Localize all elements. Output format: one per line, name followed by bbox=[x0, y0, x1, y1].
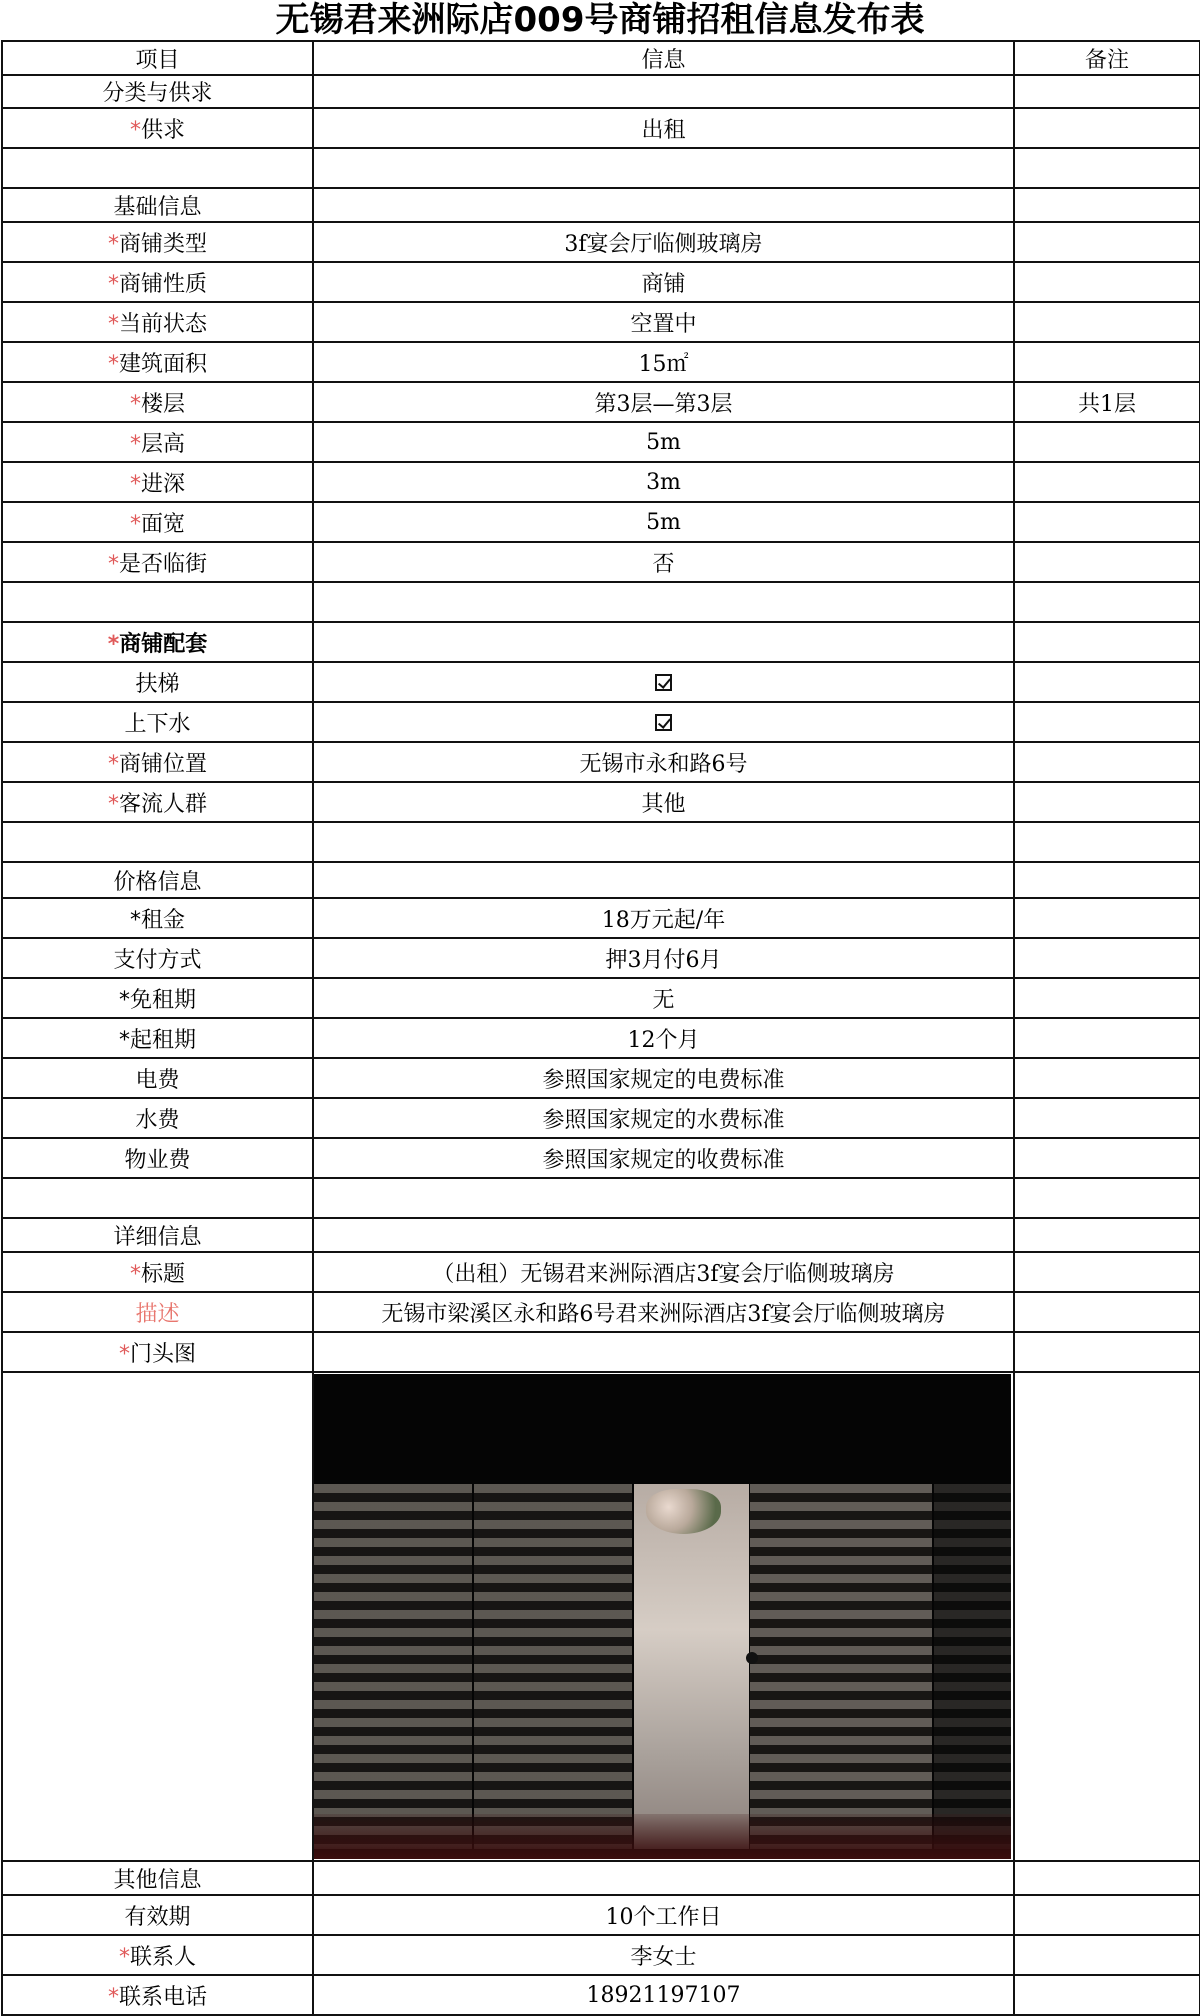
section-row-category bbox=[2, 75, 1200, 108]
payment-value: 押3月付6月 bbox=[313, 938, 1014, 978]
shop-nature-value: 商铺 bbox=[313, 262, 1014, 302]
storefront-photo bbox=[314, 1374, 1011, 1859]
area-label: *建筑面积 bbox=[2, 342, 313, 382]
water-label: 上下水 bbox=[2, 702, 313, 742]
window-blind bbox=[314, 1484, 472, 1849]
table-row bbox=[2, 742, 1200, 782]
section-row-facilities bbox=[2, 622, 1200, 662]
contact-value: 李女士 bbox=[313, 1935, 1014, 1975]
electricity-value: 参照国家规定的电费标准 bbox=[313, 1058, 1014, 1098]
table-row bbox=[2, 542, 1200, 582]
floor-note: 共1层 bbox=[1014, 382, 1200, 422]
customers-label: *客流人群 bbox=[2, 782, 313, 822]
table-row bbox=[2, 782, 1200, 822]
shop-type-value: 3f宴会厅临侧玻璃房 bbox=[313, 222, 1014, 262]
floor-value: 第3层—第3层 bbox=[313, 382, 1014, 422]
header-item: 项目 bbox=[2, 41, 313, 75]
table-header-row bbox=[2, 41, 1200, 75]
open-doorway bbox=[634, 1484, 749, 1849]
table-row bbox=[2, 1252, 1200, 1292]
listing-table bbox=[1, 40, 1200, 2016]
table-row bbox=[2, 382, 1200, 422]
water-fee-value: 参照国家规定的水费标准 bbox=[313, 1098, 1014, 1138]
table-row bbox=[2, 302, 1200, 342]
flower-decoration bbox=[646, 1489, 721, 1534]
property-fee-label: 物业费 bbox=[2, 1138, 313, 1178]
street-facing-label: *是否临街 bbox=[2, 542, 313, 582]
section-row-detail bbox=[2, 1218, 1200, 1252]
floor-label: *楼层 bbox=[2, 382, 313, 422]
supply-value: 出租 bbox=[313, 108, 1014, 148]
table-row bbox=[2, 1895, 1200, 1935]
shop-nature-label: *商铺性质 bbox=[2, 262, 313, 302]
table-row bbox=[2, 978, 1200, 1018]
payment-label: 支付方式 bbox=[2, 938, 313, 978]
escalator-label: 扶梯 bbox=[2, 662, 313, 702]
table-row bbox=[2, 342, 1200, 382]
location-label: *商铺位置 bbox=[2, 742, 313, 782]
table-row bbox=[2, 1935, 1200, 1975]
street-facing-value: 否 bbox=[313, 542, 1014, 582]
table-row bbox=[2, 1058, 1200, 1098]
water-checkbox[interactable] bbox=[313, 702, 1014, 742]
table-row bbox=[2, 938, 1200, 978]
shop-type-label: *商铺类型 bbox=[2, 222, 313, 262]
empty-row bbox=[2, 582, 1200, 622]
section-row-price bbox=[2, 862, 1200, 898]
status-label: *当前状态 bbox=[2, 302, 313, 342]
section-detail-label: 详细信息 bbox=[2, 1218, 313, 1252]
window-blind bbox=[750, 1484, 932, 1849]
photo-row bbox=[2, 1372, 1200, 1861]
description-value: 无锡市梁溪区永和路6号君来洲际酒店3f宴会厅临侧玻璃房 bbox=[313, 1292, 1014, 1332]
header-note: 备注 bbox=[1014, 41, 1200, 75]
rent-label: *租金 bbox=[2, 898, 313, 938]
listing-title-label: *标题 bbox=[2, 1252, 313, 1292]
table-row bbox=[2, 1098, 1200, 1138]
table-row bbox=[2, 222, 1200, 262]
floor-height-value: 5m bbox=[313, 422, 1014, 462]
carpet-floor bbox=[314, 1814, 1011, 1859]
header-info: 信息 bbox=[313, 41, 1014, 75]
supply-label: *供求 bbox=[2, 108, 313, 148]
table-row bbox=[2, 1138, 1200, 1178]
empty-row bbox=[2, 148, 1200, 188]
window-blind bbox=[474, 1484, 632, 1849]
rent-value: 18万元起/年 bbox=[313, 898, 1014, 938]
table-row bbox=[2, 1018, 1200, 1058]
section-row-basic bbox=[2, 188, 1200, 222]
description-label: 描述 bbox=[2, 1292, 313, 1332]
listing-title-value: （出租）无锡君来洲际酒店3f宴会厅临侧玻璃房 bbox=[313, 1252, 1014, 1292]
phone-label: *联系电话 bbox=[2, 1975, 313, 2015]
storefront-photo-cell bbox=[313, 1372, 1014, 1861]
section-row-other bbox=[2, 1861, 1200, 1895]
min-lease-label: *起租期 bbox=[2, 1018, 313, 1058]
water-fee-label: 水费 bbox=[2, 1098, 313, 1138]
min-lease-value: 12个月 bbox=[313, 1018, 1014, 1058]
status-value: 空置中 bbox=[313, 302, 1014, 342]
location-value: 无锡市永和路6号 bbox=[313, 742, 1014, 782]
empty-row bbox=[2, 1178, 1200, 1218]
floor-height-label: *层高 bbox=[2, 422, 313, 462]
empty-row bbox=[2, 822, 1200, 862]
depth-label: *进深 bbox=[2, 462, 313, 502]
checkbox-checked-icon bbox=[655, 674, 672, 691]
table-row bbox=[2, 422, 1200, 462]
validity-value: 10个工作日 bbox=[313, 1895, 1014, 1935]
phone-value: 18921197107 bbox=[313, 1975, 1014, 2015]
table-row bbox=[2, 462, 1200, 502]
page-title: 无锡君来洲际店009号商铺招租信息发布表 bbox=[275, 0, 925, 40]
table-row bbox=[2, 1332, 1200, 1372]
width-value: 5m bbox=[313, 502, 1014, 542]
section-other-label: 其他信息 bbox=[2, 1861, 313, 1895]
storefront-label: *门头图 bbox=[2, 1332, 313, 1372]
section-facilities-label: *商铺配套 bbox=[2, 622, 313, 662]
table-row bbox=[2, 702, 1200, 742]
depth-value: 3m bbox=[313, 462, 1014, 502]
section-price-label: 价格信息 bbox=[2, 862, 313, 898]
rent-free-label: *免租期 bbox=[2, 978, 313, 1018]
section-basic-label: 基础信息 bbox=[2, 188, 313, 222]
table-row bbox=[2, 502, 1200, 542]
table-row bbox=[2, 898, 1200, 938]
electricity-label: 电费 bbox=[2, 1058, 313, 1098]
customers-value: 其他 bbox=[313, 782, 1014, 822]
window-blind bbox=[934, 1484, 1011, 1849]
table-row bbox=[2, 662, 1200, 702]
rent-free-value: 无 bbox=[313, 978, 1014, 1018]
section-category-label: 分类与供求 bbox=[2, 75, 313, 108]
contact-label: *联系人 bbox=[2, 1935, 313, 1975]
table-row bbox=[2, 262, 1200, 302]
checkbox-checked-icon bbox=[655, 714, 672, 731]
table-row bbox=[2, 108, 1200, 148]
width-label: *面宽 bbox=[2, 502, 313, 542]
table-row bbox=[2, 1292, 1200, 1332]
area-value: 15㎡ bbox=[313, 342, 1014, 382]
door-handle bbox=[746, 1652, 758, 1664]
property-fee-value: 参照国家规定的收费标准 bbox=[313, 1138, 1014, 1178]
table-row bbox=[2, 1975, 1200, 2015]
validity-label: 有效期 bbox=[2, 1895, 313, 1935]
escalator-checkbox[interactable] bbox=[313, 662, 1014, 702]
